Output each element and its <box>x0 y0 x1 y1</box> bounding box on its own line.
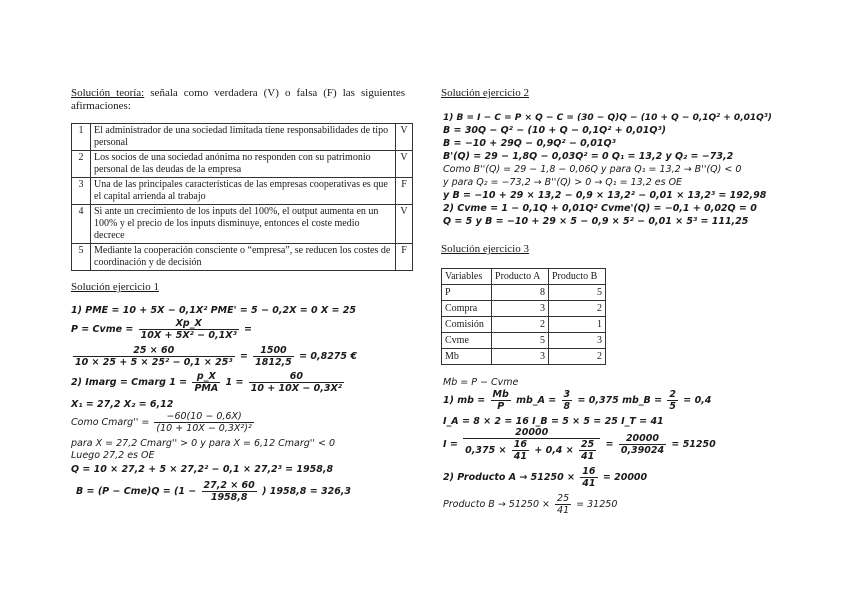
ex3-heading: Solución ejercicio 3 <box>441 243 529 255</box>
ex1-l4d2: 10 + 10X − 0,3X² <box>250 383 342 394</box>
ex3-l6b: = 31250 <box>576 499 618 510</box>
table-cell: 2 <box>492 317 549 333</box>
ex3-l5b: = 20000 <box>602 472 648 483</box>
ex1-fraction <box>139 318 239 341</box>
ex1-l10b: ) 1958,8 = 326,3 <box>262 486 352 497</box>
ex3-l4n2: 20000 <box>619 433 666 445</box>
ex1-line7: para X = 27,2 Cmarg'' > 0 y para X = 6,12 Cmarg'' < 0 <box>71 438 336 449</box>
row-statement: Mediante la cooperación consciente o “empresa”, se reducen los costes de coordinación y de decisión <box>91 244 396 271</box>
ex3-l2a: 1) mb = <box>443 395 486 406</box>
table-row <box>442 317 606 333</box>
ex1-l6d: (10 + 10X − 0,3X²)² <box>156 423 252 434</box>
row-answer: V <box>396 124 413 151</box>
table-cell: Mb <box>442 349 492 365</box>
ex1-l4n2: 60 <box>249 371 344 383</box>
table-row <box>72 151 413 178</box>
ex3-l2d2: 8 <box>563 401 571 412</box>
ex1-l4b: 1 = <box>225 377 244 388</box>
ex1-fraction <box>253 345 294 368</box>
ex1-l10n: 27,2 × 60 <box>203 480 255 491</box>
table-row <box>442 333 606 349</box>
table-cell: Comisión <box>442 317 492 333</box>
ex1-l2d: 10X + 5X² − 0,1X³ <box>140 330 237 341</box>
ex1-line9: Q = 10 × 27,2 + 5 × 27,2² − 0,1 × 27,2³ = 1958,8 <box>71 464 334 475</box>
ex1-l3d2: 1812,5 <box>255 357 292 368</box>
ex3-l4n: 20000 <box>463 427 600 439</box>
ex3-line6 <box>443 493 617 516</box>
ex3-l4dd1: 41 <box>513 451 527 462</box>
ex1-l3n2: 1500 <box>253 345 294 357</box>
row-answer: V <box>396 151 413 178</box>
ex3-l5d: 41 <box>582 478 596 489</box>
header-cell: Producto A <box>492 269 549 285</box>
ex3-l2c: = 0,375 mb_B = <box>577 395 663 406</box>
row-statement: El administrador de una sociedad limitada tiene responsabilidades de tipo personal <box>91 124 396 151</box>
ex2-line: 2) Cvme = 1 − 0,1Q + 0,01Q² Cvme'(Q) = −0,1 + 0,02Q = 0 <box>443 203 757 214</box>
ex1-heading: Solución ejercicio 1 <box>71 281 159 293</box>
ex3-line2 <box>443 389 711 412</box>
row-statement: Si ante un crecimiento de los inputs del 100%, el output aumenta en un 100% y el precio de los inputs disminuye, entonces el coste medio decrece <box>91 205 396 244</box>
ex1-l4n: p_X <box>192 371 220 383</box>
ex1-line4 <box>71 371 346 394</box>
header-cell: Variables <box>442 269 492 285</box>
row-number: 5 <box>72 244 91 271</box>
table-row <box>442 301 606 317</box>
ex1-l4d: PMA <box>194 383 219 394</box>
ex2-heading: Solución ejercicio 2 <box>441 87 529 99</box>
theory-heading: Solución teoría: <box>71 87 145 99</box>
ex1-line5: X₁ = 27,2 X₂ = 6,12 <box>71 399 174 410</box>
ex3-l2n: Mb <box>492 389 509 400</box>
row-number: 4 <box>72 205 91 244</box>
row-statement: Los socios de una sociedad anónima no responden con su patrimonio personal de las deudas de la empresa <box>91 151 396 178</box>
ex3-fraction <box>619 433 666 456</box>
table-cell: 8 <box>492 285 549 301</box>
table-row <box>72 205 413 244</box>
ex3-fraction <box>562 389 573 412</box>
ex3-line5 <box>443 466 647 489</box>
ex3-l2n3: 2 <box>669 389 676 400</box>
ex3-l5n: 16 <box>582 466 596 477</box>
ex1-l3d: 10 × 25 + 5 × 25² − 0,1 × 25³ <box>75 357 233 368</box>
ex3-fraction <box>667 389 678 412</box>
ex3-fraction <box>512 439 529 462</box>
table-cell: 1 <box>549 317 606 333</box>
ex2-line: 1) B = I − C = P × Q − C = (30 − Q)Q − (10 + Q − 0,1Q² + 0,01Q³) <box>443 113 772 123</box>
row-answer: F <box>396 244 413 271</box>
ex1-l4a: 2) Imarg = Cmarg 1 = <box>71 377 188 388</box>
ex1-fraction <box>249 371 344 394</box>
ex3-l4d1: 0,375 × <box>465 445 507 456</box>
row-number: 3 <box>72 178 91 205</box>
ex1-line2 <box>71 318 252 341</box>
ex3-fraction <box>580 466 597 489</box>
table-cell: P <box>442 285 492 301</box>
theory-intro <box>71 87 405 113</box>
ex3-l2d3: 5 <box>669 401 676 412</box>
ex1-fraction <box>73 345 235 368</box>
ex3-l6d: 41 <box>557 505 570 516</box>
ex3-l2b: mb_A = <box>516 395 557 406</box>
table-row <box>442 349 606 365</box>
ex2-line: B'(Q) = 29 − 1,8Q − 0,03Q² = 0 Q₁ = 13,2 y Q₂ = −73,2 <box>443 151 734 162</box>
ex3-l4dn1: 16 <box>513 439 527 450</box>
table-row <box>442 269 606 285</box>
ex1-line3 <box>71 345 357 368</box>
ex3-l4b: = <box>605 439 614 450</box>
row-answer: F <box>396 178 413 205</box>
ex3-l4c: = 51250 <box>671 439 716 450</box>
ex1-l2b: = <box>244 324 253 335</box>
table-cell: 3 <box>492 349 549 365</box>
header-cell: Producto B <box>549 269 606 285</box>
ex1-fraction <box>202 480 257 503</box>
ex3-l5a: 2) Producto A → 51250 × <box>443 472 575 483</box>
ex3-l2n2: 3 <box>563 389 571 400</box>
row-number: 2 <box>72 151 91 178</box>
ex3-line3: I_A = 8 × 2 = 16 I_B = 5 × 5 = 25 I_T = 41 <box>443 416 664 427</box>
ex1-l10d: 1958,8 <box>210 492 248 503</box>
ex3-l4d3: 0,39024 <box>620 445 665 456</box>
table-cell: 3 <box>492 301 549 317</box>
ex1-l3n: 25 × 60 <box>73 345 235 357</box>
table-cell: Cvme <box>442 333 492 349</box>
ex3-l4dn2: 25 <box>581 439 595 450</box>
table-row <box>72 244 413 271</box>
ex2-line: y B = −10 + 29 × 13,2 − 0,9 × 13,2² − 0,01 × 13,2³ = 192,98 <box>443 190 767 201</box>
row-answer: V <box>396 205 413 244</box>
table-cell: 5 <box>549 285 606 301</box>
ex2-line: Q = 5 y B = −10 + 29 × 5 − 0,9 × 5² − 0,01 × 5³ = 111,25 <box>443 216 749 227</box>
ex1-l3r: = 0,8275 € <box>299 351 357 362</box>
ex3-l4dd2: 41 <box>581 451 595 462</box>
ex1-l10a: B = (P − Cme)Q = (1 − <box>76 486 197 497</box>
ex1-line1: 1) PME = 10 + 5X − 0,1X² PME' = 5 − 0,2X = 0 X = 25 <box>71 305 357 316</box>
ex1-l2a: P = Cvme = <box>71 324 134 335</box>
ex3-l4a: I = <box>443 439 458 450</box>
ex3-table <box>441 268 606 365</box>
theory-table <box>71 123 413 271</box>
ex3-line1: Mb = P − Cvme <box>443 377 519 388</box>
ex3-l6a: Producto B → 51250 × <box>443 499 550 510</box>
ex2-line: B = 30Q − Q² − (10 + Q − 0,1Q² + 0,01Q³) <box>443 125 666 136</box>
table-cell: 2 <box>549 301 606 317</box>
table-row <box>72 178 413 205</box>
row-number: 1 <box>72 124 91 151</box>
ex1-fraction <box>192 371 220 394</box>
table-cell: 3 <box>549 333 606 349</box>
ex2-line: B = −10 + 29Q − 0,9Q² − 0,01Q³ <box>443 138 616 149</box>
ex3-fraction <box>555 493 571 516</box>
ex1-line6 <box>71 411 256 434</box>
ex3-l4-denominator <box>463 439 600 462</box>
ex1-l6a: Como Cmarg'' = <box>71 417 150 428</box>
ex2-line: Como B''(Q) = 29 − 1,8 − 0,06Q y para Q₁ = 13,2 → B''(Q) < 0 <box>443 164 742 175</box>
ex3-l2e: = 0,4 <box>683 395 712 406</box>
ex1-line10 <box>76 480 351 503</box>
table-cell: Compra <box>442 301 492 317</box>
ex1-fraction <box>154 411 253 434</box>
table-row <box>72 124 413 151</box>
theory-intro-text: señala como verdadera (V) o falsa (F) las siguientes afirmaciones: <box>71 87 405 112</box>
ex3-l6n: 25 <box>557 493 570 504</box>
table-cell: 2 <box>549 349 606 365</box>
ex2-line: y para Q₂ = −73,2 → B''(Q) > 0 → Q₁ = 13,2 es OE <box>443 177 683 188</box>
ex1-line8: Luego 27,2 es OE <box>71 450 155 461</box>
ex3-fraction <box>491 389 511 412</box>
ex3-fraction <box>579 439 596 462</box>
ex1-l3m: = <box>239 351 248 362</box>
ex3-line4 <box>443 427 716 462</box>
row-statement: Una de las principales características de las empresas cooperativas es que el capital arrienda al trabajo <box>91 178 396 205</box>
ex3-l4d2: + 0,4 × <box>534 445 574 456</box>
ex1-l6n: −60(10 − 0,6X) <box>154 411 253 423</box>
ex3-fraction <box>463 427 600 462</box>
table-cell: 5 <box>492 333 549 349</box>
table-row <box>442 285 606 301</box>
ex3-l2d: P <box>497 401 505 412</box>
ex1-l2n: Xp_X <box>139 318 239 330</box>
